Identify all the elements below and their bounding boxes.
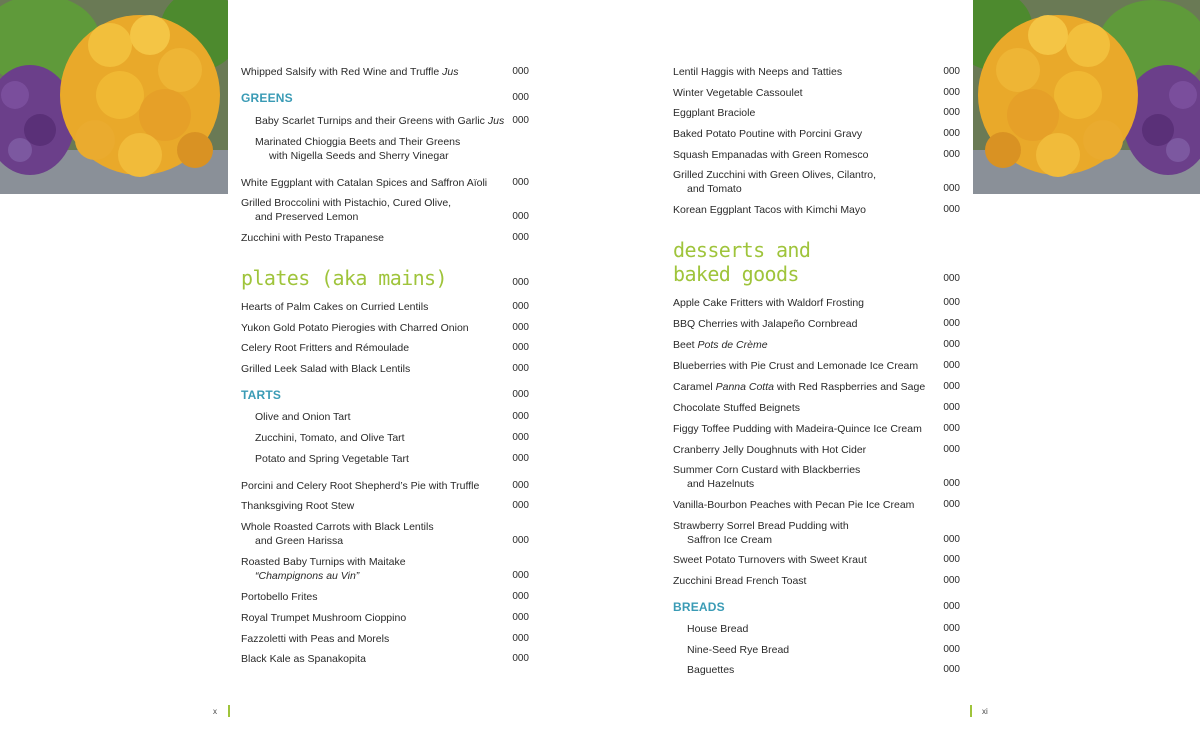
folio-bar-right	[970, 705, 972, 717]
toc-entry[interactable]: Caramel Panna Cotta with Red Raspberries and Sage 000	[673, 381, 960, 393]
page-number-left: x	[213, 707, 217, 716]
toc-entry[interactable]: Winter Vegetable Cassoulet 000	[673, 87, 960, 99]
page-number-right: xi	[982, 707, 988, 716]
toc-entry[interactable]: Baguettes 000	[687, 664, 960, 676]
chapter-heading-desserts[interactable]: desserts and baked goods 000	[673, 238, 960, 286]
toc-entry[interactable]: Celery Root Fritters and Rémoulade 000	[241, 342, 529, 354]
toc-entry[interactable]: Sweet Potato Turnovers with Sweet Kraut 000	[673, 554, 960, 566]
toc-entry[interactable]: Olive and Onion Tart 000	[255, 411, 529, 423]
toc-entry[interactable]: Porcini and Celery Root Shepherd’s Pie with Truffle 000	[241, 480, 529, 492]
toc-entry[interactable]: Yukon Gold Potato Pierogies with Charred Onion 000	[241, 322, 529, 334]
folio-bar-left	[228, 705, 230, 717]
section-heading-greens[interactable]: GREENS 000	[241, 91, 529, 105]
toc-entry[interactable]: Black Kale as Spanakopita 000	[241, 653, 529, 665]
section-heading-tarts[interactable]: TARTS 000	[241, 388, 529, 402]
toc-entry[interactable]: Royal Trumpet Mushroom Cioppino 000	[241, 612, 529, 624]
chapter-heading-plates[interactable]: plates (aka mains) 000	[241, 266, 529, 290]
toc-entry[interactable]: Whipped Salsify with Red Wine and Truffle Jus 000	[241, 66, 529, 78]
toc-entry[interactable]: Roasted Baby Turnips with Maitake “Champignons au Vin” 000	[241, 556, 529, 582]
toc-entry[interactable]: Potato and Spring Vegetable Tart 000	[255, 453, 529, 465]
toc-entry[interactable]: House Bread 000	[687, 623, 960, 635]
toc-entry[interactable]: Strawberry Sorrel Bread Pudding with Saffron Ice Cream 000	[673, 520, 960, 546]
toc-entry[interactable]: Lentil Haggis with Neeps and Tatties 000	[673, 66, 960, 78]
toc-entry[interactable]: Blueberries with Pie Crust and Lemonade Ice Cream 000	[673, 360, 960, 372]
toc-entry[interactable]: Whole Roasted Carrots with Black Lentils and Green Harissa 000	[241, 521, 529, 547]
toc-entry[interactable]: Hearts of Palm Cakes on Curried Lentils 000	[241, 301, 529, 313]
toc-entry[interactable]: Zucchini Bread French Toast 000	[673, 575, 960, 587]
toc-entry[interactable]: Vanilla-Bourbon Peaches with Pecan Pie Ice Cream 000	[673, 499, 960, 511]
toc-entry[interactable]: Zucchini, Tomato, and Olive Tart 000	[255, 432, 529, 444]
toc-entry[interactable]: White Eggplant with Catalan Spices and Saffron Aïoli 000	[241, 177, 529, 189]
toc-entry[interactable]: Figgy Toffee Pudding with Madeira-Quince Ice Cream 000	[673, 423, 960, 435]
toc-entry[interactable]: Grilled Broccolini with Pistachio, Cured Olive, and Preserved Lemon 000	[241, 197, 529, 223]
toc-entry[interactable]: Cranberry Jelly Doughnuts with Hot Cider 000	[673, 444, 960, 456]
toc-entry[interactable]: Marinated Chioggia Beets and Their Greens with Nigella Seeds and Sherry Vinegar	[255, 136, 461, 162]
toc-entry[interactable]: Eggplant Braciole 000	[673, 107, 960, 119]
toc-entry[interactable]: BBQ Cherries with Jalapeño Cornbread 000	[673, 318, 960, 330]
toc-entry[interactable]: Apple Cake Fritters with Waldorf Frosting 000	[673, 297, 960, 309]
toc-entry[interactable]: Baked Potato Poutine with Porcini Gravy 000	[673, 128, 960, 140]
toc-entry[interactable]: Nine-Seed Rye Bread 000	[687, 644, 960, 656]
cauliflower-photo-left	[0, 0, 228, 194]
toc-entry[interactable]: Grilled Leek Salad with Black Lentils 000	[241, 363, 529, 375]
toc-entry[interactable]: Grilled Zucchini with Green Olives, Cilantro, and Tomato 000	[673, 169, 960, 195]
toc-entry[interactable]: Beet Pots de Crème 000	[673, 339, 960, 351]
toc-entry[interactable]: Portobello Frites 000	[241, 591, 529, 603]
toc-entry[interactable]: Zucchini with Pesto Trapanese 000	[241, 232, 529, 244]
toc-entry[interactable]: Chocolate Stuffed Beignets 000	[673, 402, 960, 414]
toc-entry[interactable]: Fazzoletti with Peas and Morels 000	[241, 633, 529, 645]
cauliflower-photo-right	[973, 0, 1200, 194]
toc-entry[interactable]: Thanksgiving Root Stew 000	[241, 500, 529, 512]
toc-entry[interactable]: Squash Empanadas with Green Romesco 000	[673, 149, 960, 161]
toc-entry[interactable]: Baby Scarlet Turnips and their Greens with Garlic Jus 000	[255, 115, 529, 127]
toc-entry[interactable]: Summer Corn Custard with Blackberries and Hazelnuts 000	[673, 464, 960, 490]
toc-entry[interactable]: Korean Eggplant Tacos with Kimchi Mayo 000	[673, 204, 960, 216]
section-heading-breads[interactable]: BREADS 000	[673, 600, 960, 614]
